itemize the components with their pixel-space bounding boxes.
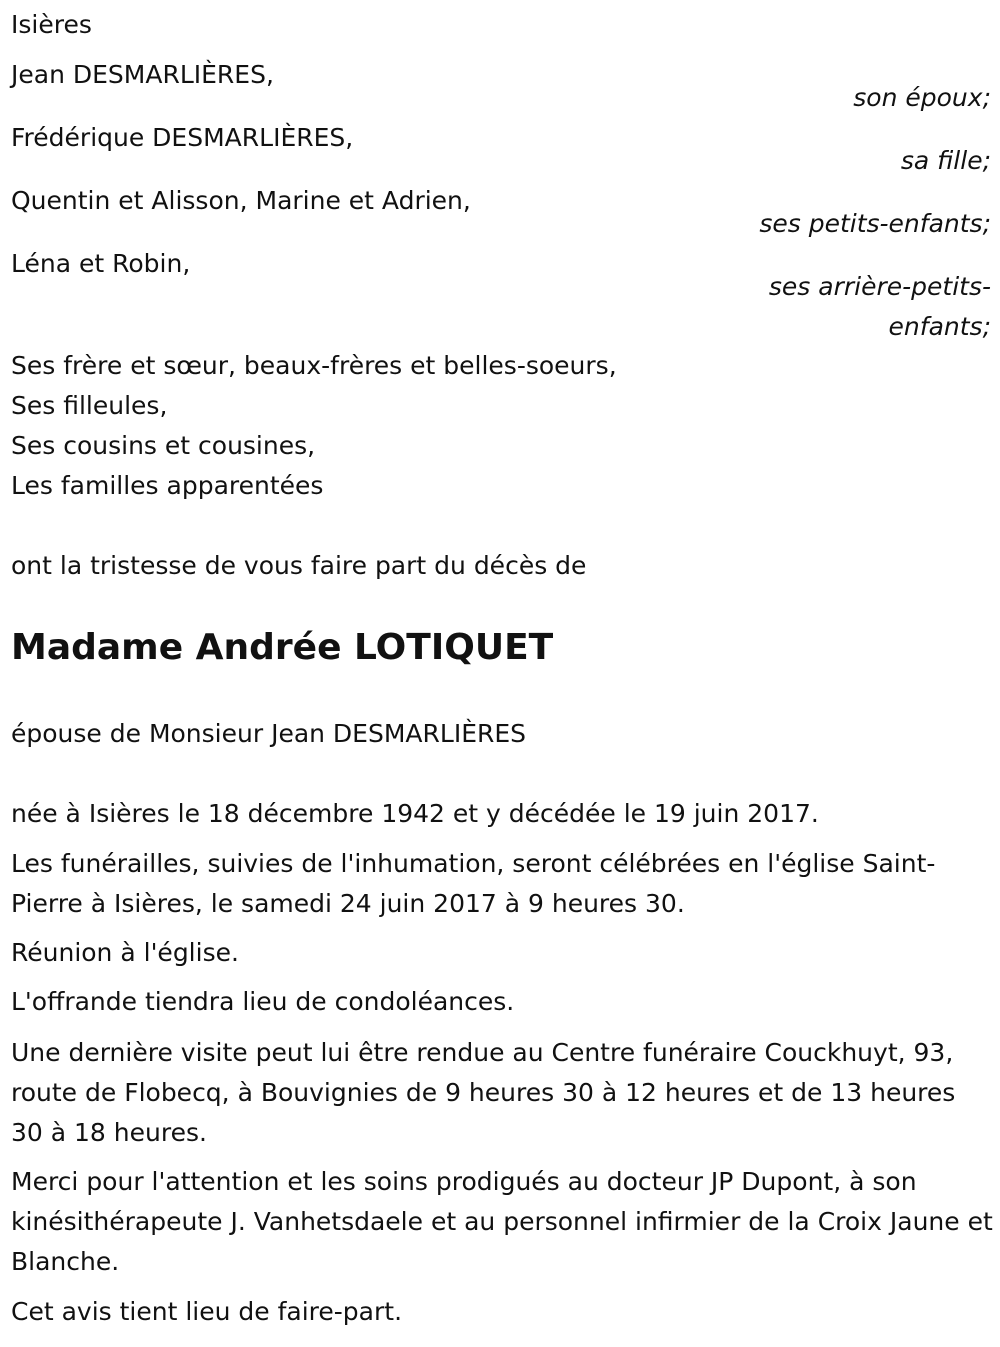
spouse-line: épouse de Monsieur Jean DESMARLIÈRES xyxy=(11,719,527,748)
funeral-paragraph: Les funérailles, suivies de l'inhumation, seront célébrées en l'église Saint-Pierre à Isières, le samedi 24 juin 2017 à 9 heures 30. xyxy=(11,849,936,918)
family-relation-great-grandchildren-line2: enfants; xyxy=(888,312,991,341)
meeting-paragraph: Réunion à l'église. xyxy=(11,938,239,967)
family-relation-great-grandchildren-line1: ses arrière-petits- xyxy=(768,272,991,301)
family-relation-grandchildren: ses petits-enfants; xyxy=(759,209,991,238)
relatives-line: Les familles apparentées xyxy=(11,471,324,500)
offering-paragraph: L'offrande tiendra lieu de condoléances. xyxy=(11,987,515,1016)
family-relation-spouse: son époux; xyxy=(853,83,991,112)
closing-paragraph: Cet avis tient lieu de faire-part. xyxy=(11,1297,403,1326)
thanks-paragraph: Merci pour l'attention et les soins prodigués au docteur JP Dupont, à son kinésithérapeute J. Vanhetsdaele et au personnel infirmier de la Croix Jaune et Blanche. xyxy=(11,1167,993,1276)
family-name-daughter: Frédérique DESMARLIÈRES, xyxy=(11,123,354,152)
relatives-line: Ses frère et sœur, beaux-frères et belles-soeurs, xyxy=(11,351,617,380)
deceased-name: Madame Andrée LOTIQUET xyxy=(11,627,554,668)
visit-paragraph: Une dernière visite peut lui être rendue au Centre funéraire Couckhuyt, 93, route de Flobecq, à Bouvignies de 9 heures 30 à 12 heures et de 13 heures 30 à 18 heures. xyxy=(11,1038,956,1147)
family-name-spouse: Jean DESMARLIÈRES, xyxy=(11,60,274,89)
announcement-text: ont la tristesse de vous faire part du décès de xyxy=(11,551,587,580)
place-line: Isières xyxy=(11,10,92,39)
family-name-great-grandchildren: Léna et Robin, xyxy=(11,249,191,278)
family-name-grandchildren: Quentin et Alisson, Marine et Adrien, xyxy=(11,186,471,215)
birth-death-paragraph: née à Isières le 18 décembre 1942 et y décédée le 19 juin 2017. xyxy=(11,799,819,828)
family-relation-daughter: sa fille; xyxy=(900,146,991,175)
relatives-line: Ses cousins et cousines, xyxy=(11,431,316,460)
relatives-line: Ses filleules, xyxy=(11,391,168,420)
